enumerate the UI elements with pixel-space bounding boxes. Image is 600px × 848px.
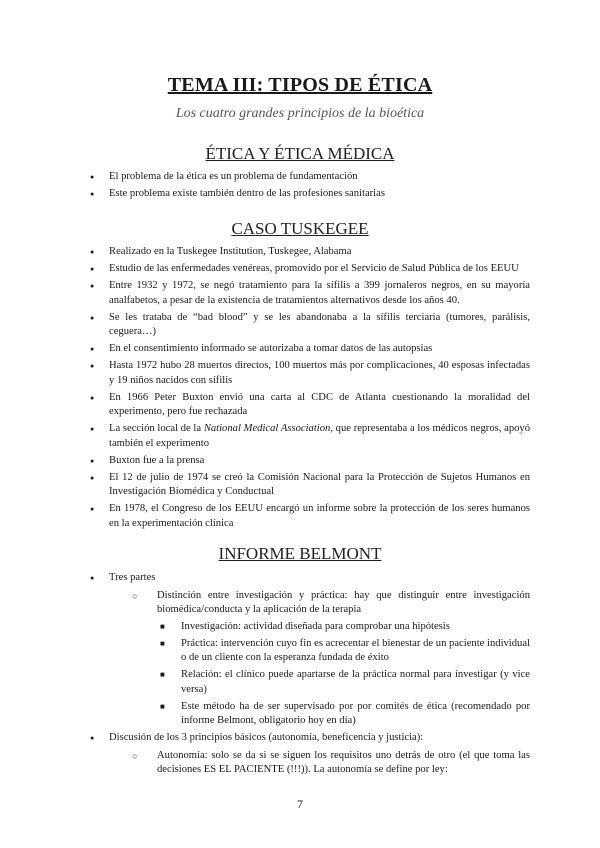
etica-medica-list	[90, 170, 530, 204]
list-item: ● Entre 1932 y 1972, se negó tratamiento para la sífilis a 399 jornaleros negros, en su mayoría analfabetos, a pesar de la existencia de tratamientos alternativos desde los años 40.	[90, 279, 530, 308]
list-item: ■ Este método ha de ser supervisado por por comités de ética (recomendado por informe Belmont, obligatorio hoy en día)	[157, 700, 530, 729]
list-item: ● Hasta 1972 hubo 28 muertos directos, 100 muertos más por complicaciones, 40 esposas infectadas y 19 niños nacidos con sífilis	[90, 359, 530, 388]
list-item-text: La sección local de la	[109, 423, 204, 434]
belmont-sublist	[109, 589, 530, 729]
list-item: ■ Relación: el clínico puede apartarse de la práctica normal para investigar (y vice versa)	[157, 668, 530, 697]
list-item: ● Se les trataba de “bad blood” y se les abandonaba a la sífilis terciaria (tumores, parálisis, ceguera…)	[90, 311, 530, 340]
list-item	[90, 571, 530, 729]
list-item	[109, 589, 530, 729]
belmont-subsublist	[157, 620, 530, 729]
list-item: ● Estudio de las enfermedades venéreas, promovido por el Servicio de Salud Pública de los EEUU	[90, 262, 530, 277]
list-item-text: Tres partes	[109, 572, 156, 583]
list-item-text: Discusión de los 3 principios básicos (autonomía, beneficencia y justicia):	[109, 732, 424, 743]
list-item: ● Realizado en la Tuskegee Institution, Tuskegee, Alabama	[90, 245, 530, 260]
list-item	[90, 422, 530, 451]
principios-list	[90, 731, 530, 780]
list-item: ● El 12 de julio de 1974 se creó la Comisión Nacional para la Protección de Sujetos Humanos en Investigación Biomédica y Conductual	[90, 471, 530, 500]
list-item: ● Este problema existe también dentro de las profesiones sanitarias	[90, 187, 530, 202]
list-item-italic-text: National Medical Association	[203, 423, 331, 434]
list-item: ● Buxton fue a la prensa	[90, 454, 530, 469]
belmont-list	[90, 571, 530, 731]
list-item: ○ Autonomía: solo se da si se siguen los requisitos uno detrás de otro (el que toma las decisiones ES EL PACIENTE (!!!)). La autonomía se define por ley:	[109, 749, 530, 778]
tuskegee-list	[90, 245, 530, 534]
list-item: ● El problema de la ética es un problema de fundamentación	[90, 170, 530, 185]
list-item-text: Distinción entre investigación y práctica: hay que distinguir entre investigación biomédica/conducta y la aplicación de la terapia	[157, 589, 530, 615]
page-title: TEMA III: TIPOS DE ÉTICA	[167, 74, 433, 96]
page-number: 7	[297, 797, 303, 811]
list-item: ■ Práctica: intervención cuyo fin es acrecentar el bienestar de un paciente individual o de un cliente con la esperanza fundada de éxito	[157, 637, 530, 666]
section-heading-belmont: INFORME BELMONT	[218, 544, 382, 563]
list-item: ● En 1966 Peter Buxton envió una carta al CDC de Atlanta cuestionando la moralidad del experimento, pero fue rechazada	[90, 391, 530, 420]
list-item: ● En 1978, el Congreso de los EEUU encargó un informe sobre la protección de los seres humanos en la experimentación clínica	[90, 502, 530, 531]
list-item	[90, 731, 530, 778]
page-subtitle: Los cuatro grandes principios de la bioética	[175, 106, 425, 121]
principios-sublist	[109, 749, 530, 778]
list-item: ■ Investigación: actividad diseñada para comprobar una hipótesis	[157, 620, 530, 635]
list-item: ● En el consentimiento informado se autorizaba a tomar datos de las autopsias	[90, 342, 530, 357]
section-heading-etica-medica: ÉTICA Y ÉTICA MÉDICA	[205, 144, 395, 163]
section-heading-tuskegee: CASO TUSKEGEE	[231, 219, 369, 238]
list-item-text: , que representaba a los médicos negros, apoyó también el experimento	[109, 423, 531, 449]
